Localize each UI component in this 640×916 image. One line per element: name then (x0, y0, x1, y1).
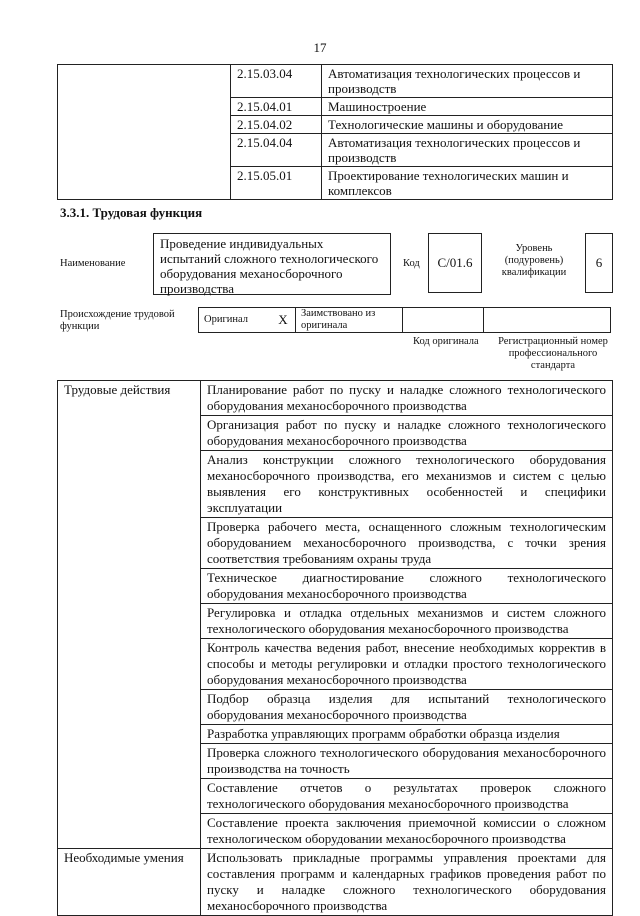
specialty-code: 2.15.05.01 (231, 167, 322, 200)
action-item: Проверка рабочего места, оснащенного сложным технологическим оборудованием механосборочного производства, с точки зрения соответствия требованиям охраны труда (201, 518, 613, 569)
specialty-name: Автоматизация технологических процессов и производств (322, 134, 613, 167)
page-number: 17 (313, 40, 327, 55)
original-label: Оригинал (199, 308, 272, 333)
specialty-name: Машиностроение (322, 98, 613, 116)
actions-header: Трудовые действия (58, 381, 201, 849)
specialty-codes-table (57, 64, 613, 200)
specialty-name: Автоматизация технологических процессов и производств (322, 65, 613, 98)
specialty-code: 2.15.04.02 (231, 116, 322, 134)
specialty-name: Технологические машины и оборудование (322, 116, 613, 134)
name-label: Наименование (60, 258, 126, 269)
borrowed-label: Заимствовано из оригинала (296, 308, 403, 333)
table-row (58, 849, 613, 916)
table-row (58, 65, 613, 98)
original-mark: X (271, 308, 296, 333)
code-label: Код (403, 258, 420, 269)
specialty-code: 2.15.04.04 (231, 134, 322, 167)
qualification-level-box: 6 (585, 233, 613, 293)
action-item: Контроль качества ведения работ, внесение необходимых корректив в способы и методы регулировки и отладки простого технологического оборудования механосборочного производства (201, 639, 613, 690)
action-item: Проверка сложного технологического оборудования механосборочного производства на точность (201, 744, 613, 779)
action-item: Подбор образца изделия для испытаний технологического оборудования механосборочного производства (201, 690, 613, 725)
specialty-code: 2.15.04.01 (231, 98, 322, 116)
reg-number-cell (484, 308, 611, 333)
action-item: Техническое диагностирование сложного технологического оборудования механосборочного производства (201, 569, 613, 604)
specialty-name: Проектирование технологических машин и комплексов (322, 167, 613, 200)
specialty-code: 2.15.03.04 (231, 65, 322, 98)
action-item: Разработка управляющих программ обработки образца изделия (201, 725, 613, 744)
level-label: Уровень (подуровень) квалификации (501, 243, 567, 278)
origin-table (198, 307, 611, 333)
skill-item: Использовать прикладные программы управления проектами для составления программ и календарных графиков проведения работ по пуску и наладке сложного технологического оборудования механосборочного производства (201, 849, 613, 916)
code-original-label: Код оригинала (413, 336, 479, 347)
table-row (58, 381, 613, 416)
action-item: Составление проекта заключения приемочной комиссии о сложном технологическом оборудовании механосборочного производства (201, 814, 613, 849)
origin-label: Происхождение трудовой функции (60, 309, 175, 332)
skills-header: Необходимые умения (58, 849, 201, 916)
action-item: Анализ конструкции сложного технологического оборудования механосборочного производства, его механизмов и систем с целью выявления его конструктивных особенностей и специфики эксплуатации (201, 451, 613, 518)
reg-number-label: Регистрационный номер профессионального стандарта (498, 336, 608, 371)
section-title: 3.3.1. Трудовая функция (60, 205, 203, 220)
action-item: Регулировка и отладка отдельных механизмов и систем сложного технологического оборудования механосборочного производства (201, 604, 613, 639)
labor-actions-table (57, 380, 613, 916)
action-item: Организация работ по пуску и наладке сложного технологического оборудования механосборочного производства (201, 416, 613, 451)
action-item: Составление отчетов о результатах проверок сложного технологического оборудования механосборочного производства (201, 779, 613, 814)
function-code-box: C/01.6 (428, 233, 482, 293)
function-name-box: Проведение индивидуальных испытаний сложного технологического оборудования механосборочного производства (153, 233, 391, 295)
code-original-cell (403, 308, 484, 333)
action-item: Планирование работ по пуску и наладке сложного технологического оборудования механосборочного производства (201, 381, 613, 416)
empty-cell (58, 65, 231, 200)
